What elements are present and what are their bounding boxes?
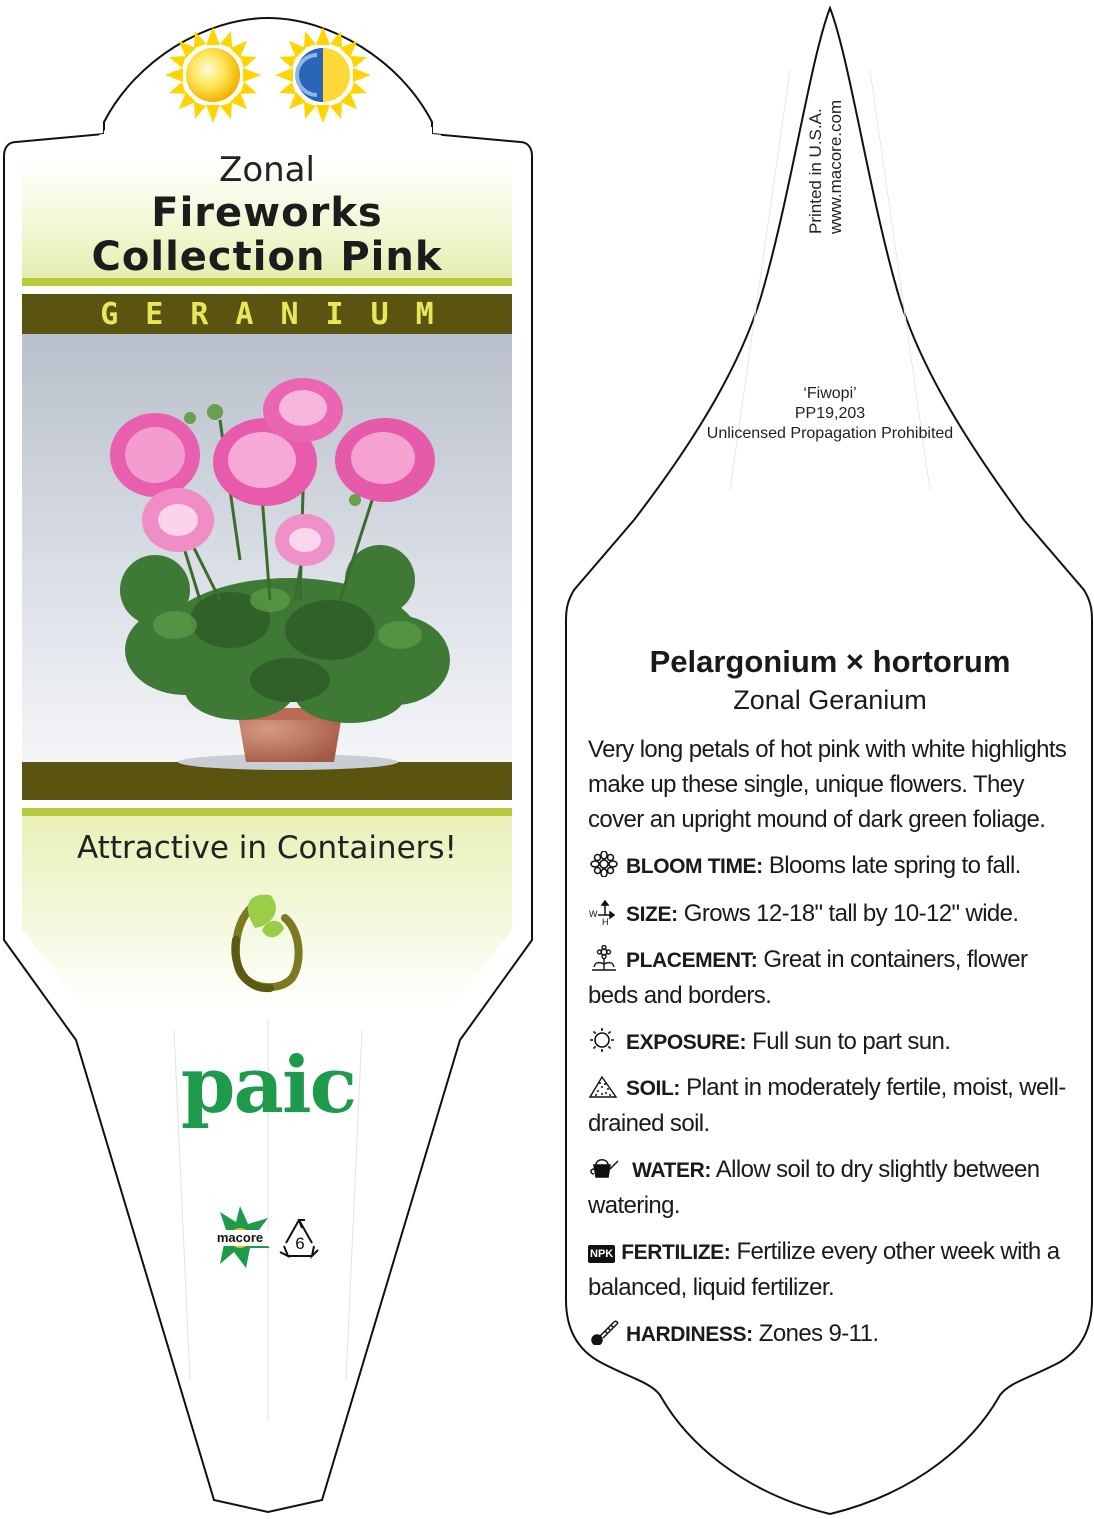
care-placement (588, 942, 1068, 1013)
care-label: BLOOM TIME: (626, 855, 763, 878)
care-exposure (588, 1024, 1068, 1060)
sun-icon (588, 1027, 620, 1053)
flower-icon (588, 851, 620, 877)
care-label: SOIL: (626, 1077, 680, 1100)
care-text: Fertilize every other week with a balanced, liquid fertilizer. (588, 1238, 1060, 1301)
tagline: Attractive in Containers! (77, 830, 457, 866)
care-size (588, 896, 1068, 932)
care-label: SIZE: (626, 903, 678, 926)
brand-logo: paic (180, 1040, 356, 1131)
care-text: Allow soil to dry slightly between watering. (588, 1156, 1040, 1219)
recycle-code: 6 (295, 1234, 305, 1253)
printer-info (806, 64, 846, 234)
printed-in: Printed in U.S.A. (806, 108, 825, 234)
part-sun-icon (275, 27, 371, 123)
care-text: Plant in moderately fertile, moist, well-drained soil. (588, 1074, 1066, 1137)
svg-text:W: W (589, 909, 597, 919)
cultivar-name: ‘Fiwopi’ (803, 385, 857, 402)
care-fertilize (588, 1234, 1068, 1305)
fertilizer-icon: NPK (588, 1245, 615, 1263)
care-label: HARDINESS: (626, 1323, 753, 1346)
care-water (588, 1152, 1068, 1223)
svg-text:H: H (602, 917, 608, 925)
care-hardiness (588, 1316, 1068, 1352)
print-company-logo: macore (205, 1230, 275, 1246)
common-name: Zonal Geranium (733, 685, 927, 715)
soil-icon (588, 1073, 620, 1099)
scientific-name: Pelargonium × hortorum (649, 644, 1011, 679)
care-label: EXPOSURE: (626, 1031, 747, 1054)
product-name-line-1: Zonal (219, 150, 315, 190)
care-text: Grows 12-18" tall by 10-12" wide. (683, 900, 1019, 927)
watering-can-icon (588, 1155, 620, 1181)
care-text: Full sun to part sun. (752, 1028, 951, 1055)
care-text: Blooms late spring to fall. (768, 852, 1021, 879)
patent-block (670, 384, 990, 444)
care-label: FERTILIZE: (621, 1241, 731, 1264)
patent-number: PP19,203 (794, 405, 866, 422)
placement-icon (588, 945, 620, 971)
care-label: PLACEMENT: (626, 949, 758, 972)
website: www.macore.com (826, 99, 845, 234)
genus-band: GERANIUM (100, 297, 461, 332)
propagation-notice: Unlicensed Propagation Prohibited (706, 425, 954, 442)
care-bloom-time (588, 848, 1068, 884)
product-name-line-2: Fireworks (151, 190, 383, 236)
plant-description: Very long petals of hot pink with white highlights make up these single, unique flowers. They cover an upright mound of dark green foliage. (588, 736, 1067, 833)
care-label: WATER: (632, 1159, 711, 1182)
full-sun-icon (165, 27, 261, 123)
size-arrows-icon (588, 899, 620, 925)
product-name-line-3: Collection Pink (91, 234, 443, 280)
care-text: Zones 9-11. (758, 1320, 879, 1347)
thermometer-icon (588, 1319, 620, 1345)
care-text: Great in containers, flower beds and borders. (588, 946, 1028, 1009)
care-soil (588, 1070, 1068, 1141)
